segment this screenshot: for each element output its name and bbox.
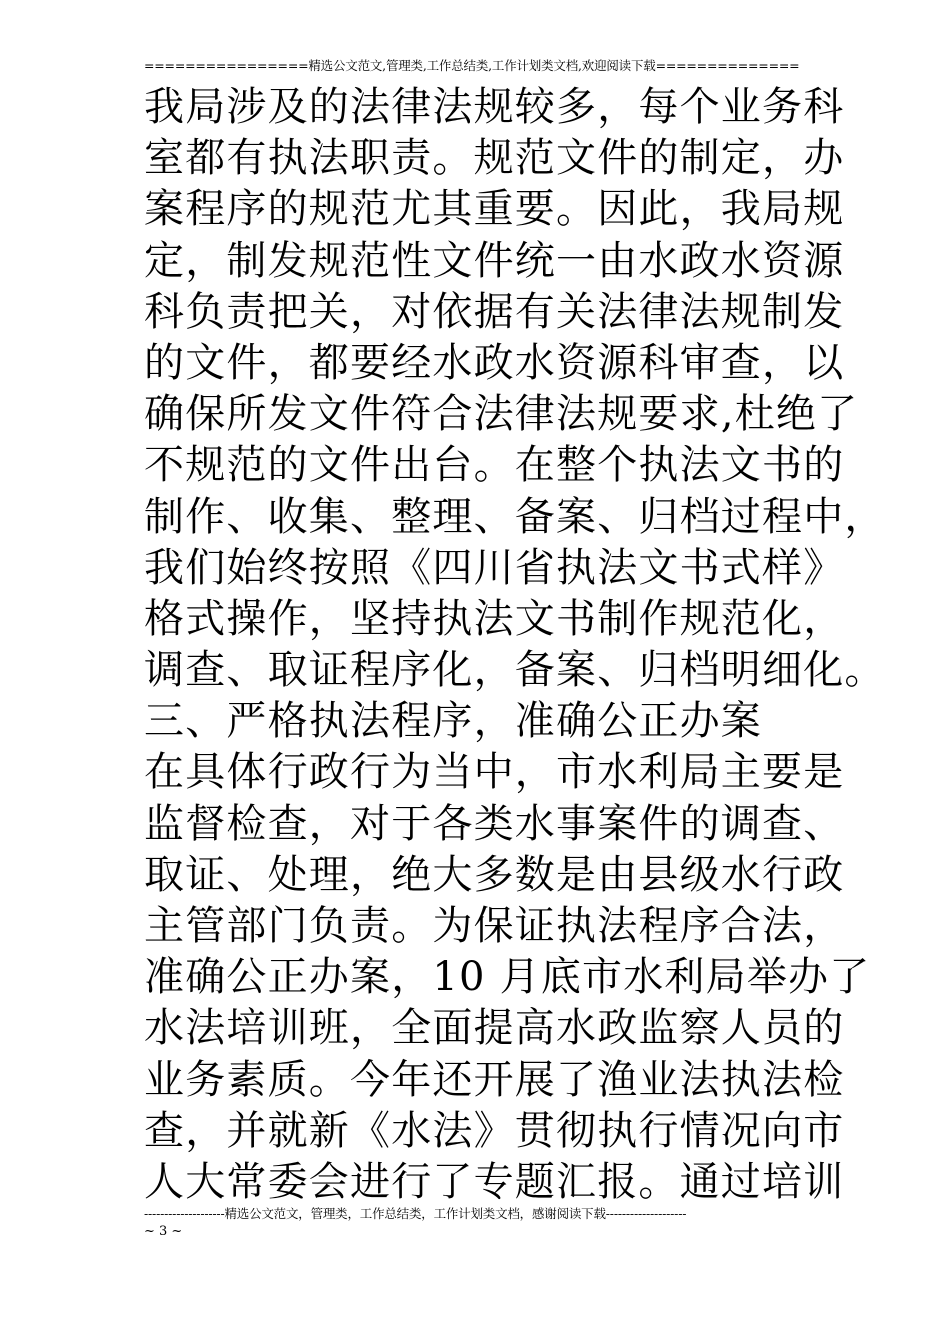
body-line: 监督检查，对于各类水事案件的调查、 xyxy=(144,800,845,847)
section-heading: 三、严格执法程序，准确公正办案 xyxy=(144,698,762,745)
body-line: 科负责把关，对依据有关法律法规制发 xyxy=(144,288,845,335)
body-line: 我局涉及的法律法规较多，每个业务科 xyxy=(144,84,845,130)
body-line: 准确公正办案，10 月底市水利局举办了 xyxy=(144,954,871,1001)
body-line: 查，并就新《水法》贯彻执行情况向市 xyxy=(144,1107,845,1154)
body-line: 人大常委会进行了专题汇报。通过培训 xyxy=(144,1158,845,1205)
page-footer: --------------------精选公文范文，管理类，工作总结类，工作计划类文档，感谢阅读下载-------------------- xyxy=(144,1206,687,1221)
page-header: ================精选公文范文,管理类,工作总结类,工作计划类文档,欢迎阅读下载============== xyxy=(144,58,800,73)
document-body xyxy=(144,82,886,1208)
body-line: 在具体行政行为当中，市水利局主要是 xyxy=(144,749,845,796)
body-line: 业务素质。今年还开展了渔业法执法检 xyxy=(144,1056,845,1103)
body-line: 格式操作，坚持执法文书制作规范化， xyxy=(144,595,845,642)
body-line: 确保所发文件符合法律法规要求,杜绝了 xyxy=(144,391,859,438)
body-line: 取证、处理，绝大多数是由县级水行政 xyxy=(144,851,845,898)
body-line: 定，制发规范性文件统一由水政水资源 xyxy=(144,237,845,284)
body-line: 调查、取证程序化，备案、归档明细化。 xyxy=(144,647,886,694)
body-line: 不规范的文件出台。在整个执法文书的 xyxy=(144,442,845,489)
page-number: ~ 3 ~ xyxy=(144,1224,183,1239)
body-line: 案程序的规范尤其重要。因此，我局规 xyxy=(144,186,845,233)
body-line: 室都有执法职责。规范文件的制定，办 xyxy=(144,135,845,182)
body-line: 的文件，都要经水政水资源科审查，以 xyxy=(144,339,845,386)
body-line: 主管部门负责。为保证执法程序合法， xyxy=(144,903,845,949)
body-line: 制作、收集、整理、备案、归档过程中， xyxy=(144,493,886,540)
body-line: 水法培训班，全面提高水政监察人员的 xyxy=(144,1005,845,1052)
body-line: 我们始终按照《四川省执法文书式样》 xyxy=(144,544,845,591)
